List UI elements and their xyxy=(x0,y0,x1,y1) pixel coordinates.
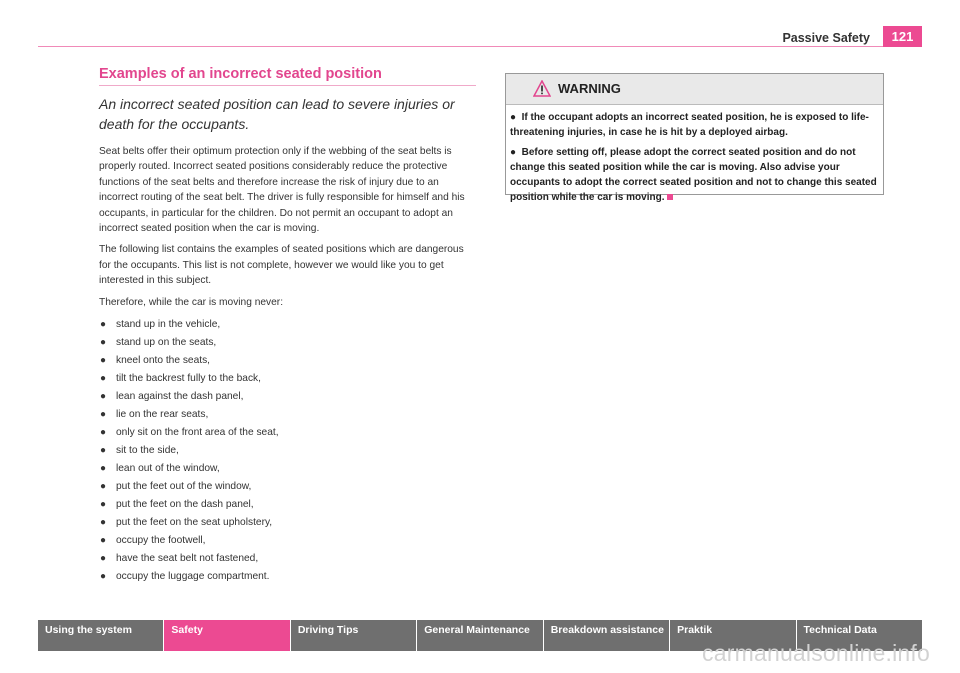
warning-box xyxy=(505,73,884,204)
section-title: Examples of an incorrect seated position xyxy=(99,66,476,86)
list-item: ● lean out of the window, xyxy=(99,460,476,478)
list-item: ● occupy the footwell, xyxy=(99,532,476,550)
bullet-dot-icon: ● xyxy=(100,337,107,349)
nav-tab-safety[interactable]: Safety xyxy=(164,620,289,651)
bullet-dot-icon: ● xyxy=(100,319,107,331)
bullet-dot-icon: ● xyxy=(100,355,107,367)
bullet-dot-icon: ● xyxy=(100,427,107,439)
list-item: ● sit to the side, xyxy=(99,442,476,460)
paragraph: Therefore, while the car is moving never: xyxy=(99,296,284,308)
nav-tab-praktik[interactable]: Praktik xyxy=(670,620,795,651)
nav-tab-technical-data[interactable]: Technical Data xyxy=(797,620,922,651)
warning-item: ● Before setting off, please adopt the correct seated position and do not change this seated position while the car is moving. Also advise your occupants to adopt the correct seated position and not to change this seated position while the car is moving. xyxy=(510,146,877,204)
nav-tab-general-maintenance[interactable]: General Maintenance xyxy=(417,620,542,651)
bullet-dot-icon: ● xyxy=(100,463,107,475)
left-column xyxy=(99,66,476,586)
bullet-dot-icon: ● xyxy=(100,391,107,403)
page-number: 121 xyxy=(883,26,922,47)
list-item: ● occupy the luggage compartment. xyxy=(99,568,476,586)
paragraph: The following list contains the examples of seated positions which are dangerous for the occupants. This list is not complete, however we would like you to get interested in this subject. xyxy=(99,244,464,287)
list-item: ● stand up on the seats, xyxy=(99,334,476,352)
never-list xyxy=(99,316,476,586)
nav-tab-breakdown-assistance[interactable]: Breakdown assistance xyxy=(544,620,669,651)
warning-body xyxy=(506,105,883,206)
bullet-dot-icon: ● xyxy=(100,373,107,385)
bullet-dot-icon: ● xyxy=(100,499,107,511)
warning-item: ● If the occupant adopts an incorrect seated position, he is exposed to life-threatening injuries, in case he is hit by a deployed airbag. xyxy=(510,112,869,139)
header-rule xyxy=(38,46,922,47)
bullet-dot-icon: ● xyxy=(100,409,107,421)
nav-tab-driving-tips[interactable]: Driving Tips xyxy=(291,620,416,651)
list-item: ● have the seat belt not fastened, xyxy=(99,550,476,568)
header-title: Passive Safety xyxy=(782,31,870,45)
section-subtitle: An incorrect seated position can lead to severe injuries or death for the occupants. xyxy=(99,96,455,132)
bullet-dot-icon: ● xyxy=(100,571,107,583)
list-item: ● stand up in the vehicle, xyxy=(99,316,476,334)
warning-triangle-icon xyxy=(533,80,551,97)
bullet-dot-icon: ● xyxy=(510,146,522,158)
watermark: carmanualsonline.info xyxy=(702,640,930,666)
list-item: ● kneel onto the seats, xyxy=(99,352,476,370)
warning-title: WARNING xyxy=(558,81,621,96)
list-item: ● put the feet on the seat upholstery, xyxy=(99,514,476,532)
end-of-section-icon xyxy=(667,194,673,200)
bullet-dot-icon: ● xyxy=(100,517,107,529)
list-item: ● lean against the dash panel, xyxy=(99,388,476,406)
bullet-dot-icon: ● xyxy=(100,481,107,493)
bullet-dot-icon: ● xyxy=(510,112,522,123)
bullet-dot-icon: ● xyxy=(100,553,107,565)
paragraph: Seat belts offer their optimum protection only if the webbing of the seat belts is properly routed. Incorrect seated positions considerably reduce the protective functions of the seat belts and therefore increase the risk of injury due to an incorrect routing of the seat belt. The driver is fully responsible for himself and his occupants, in particular for the children. Do not permit an occupant to adopt an incorrect seated position when the car is moving. xyxy=(99,146,465,235)
bullet-dot-icon: ● xyxy=(100,535,107,547)
list-item: ● put the feet out of the window, xyxy=(99,478,476,496)
bullet-dot-icon: ● xyxy=(100,445,107,457)
list-item: ● lie on the rear seats, xyxy=(99,406,476,424)
list-item: ● put the feet on the dash panel, xyxy=(99,496,476,514)
nav-tab-using-the-system[interactable]: Using the system xyxy=(38,620,163,651)
warning-header xyxy=(506,74,883,105)
list-item: ● tilt the backrest fully to the back, xyxy=(99,370,476,388)
list-item: ● only sit on the front area of the seat, xyxy=(99,424,476,442)
